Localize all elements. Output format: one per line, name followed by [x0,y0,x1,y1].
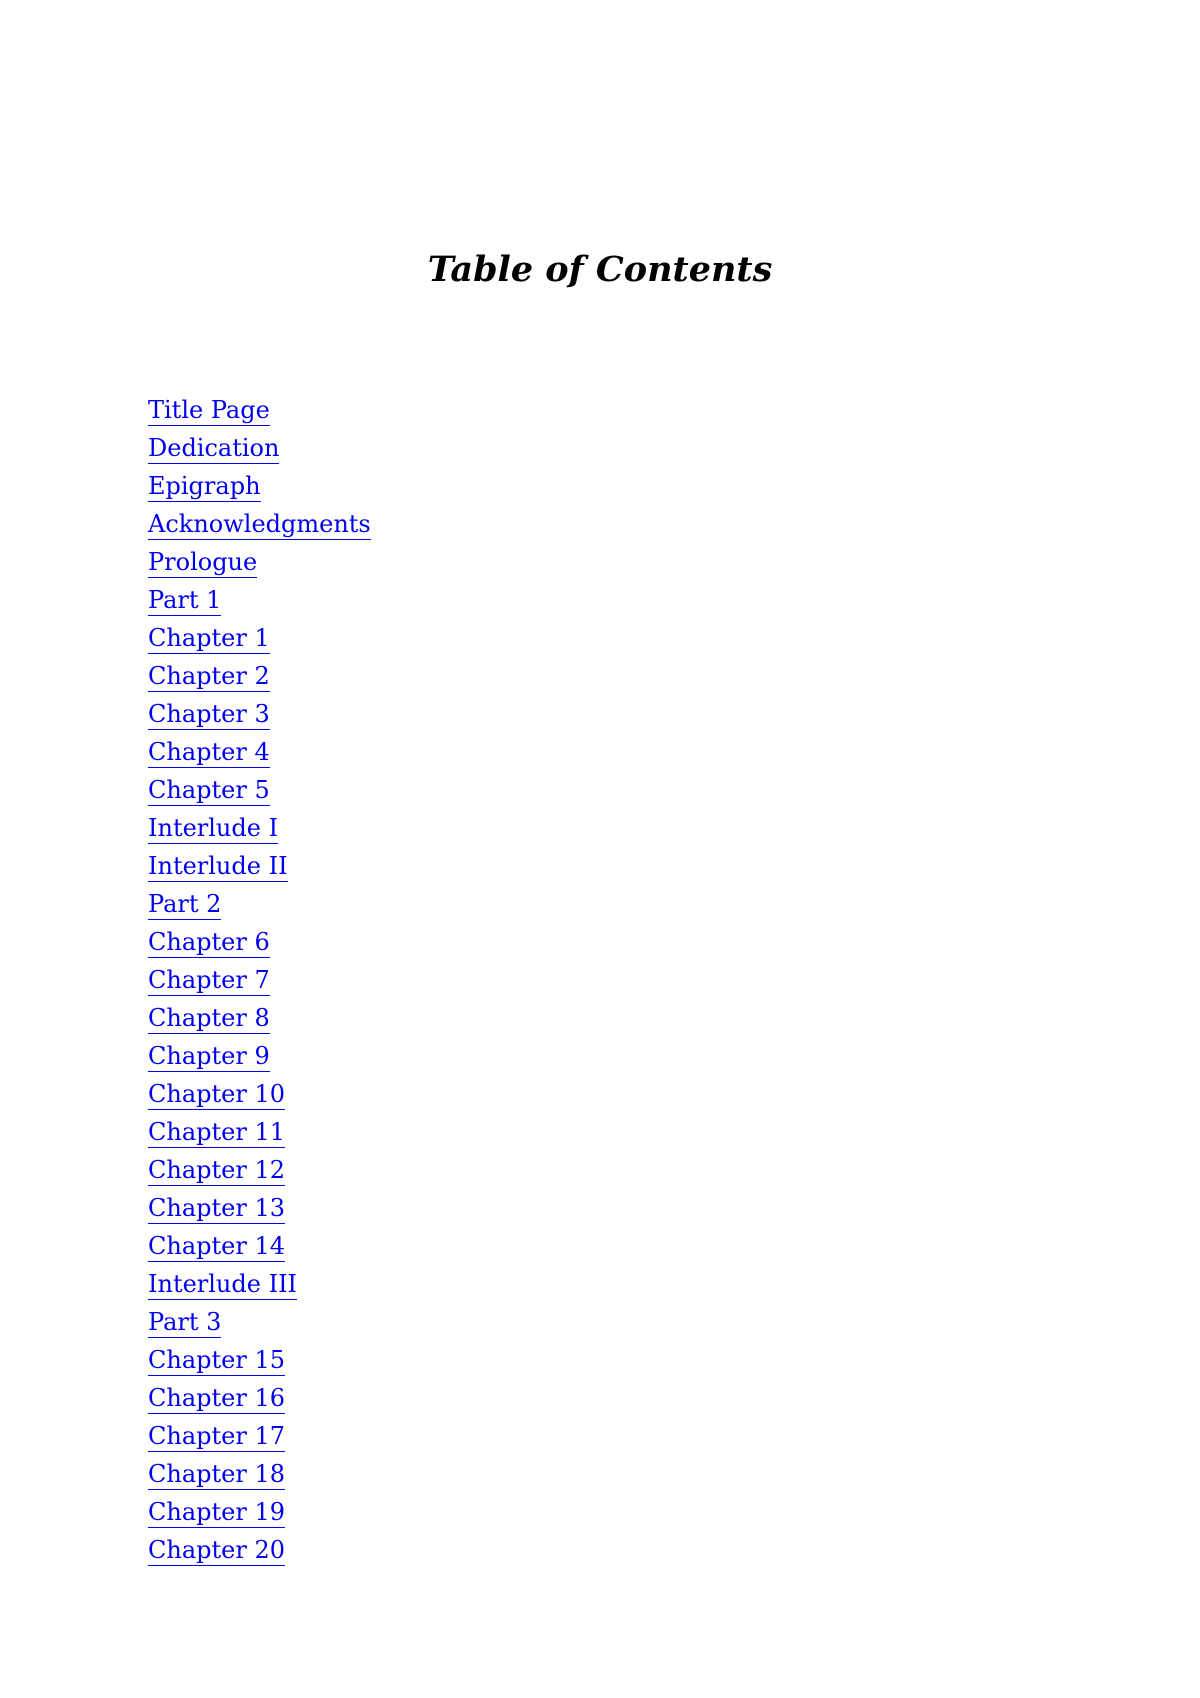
toc-link[interactable]: Chapter 9 [148,1042,270,1070]
toc-item [148,505,371,543]
toc-item [148,391,371,429]
toc-link[interactable]: Chapter 6 [148,928,270,956]
toc-link[interactable]: Chapter 12 [148,1156,285,1184]
toc-item [148,923,371,961]
toc-item [148,1037,371,1075]
toc-link[interactable]: Chapter 18 [148,1460,285,1488]
toc-item [148,695,371,733]
toc-link[interactable]: Chapter 17 [148,1422,285,1450]
toc-link[interactable]: Part 3 [148,1308,222,1336]
page-title: Table of Contents [427,249,773,290]
toc-item [148,1227,371,1265]
toc-link[interactable]: Chapter 16 [148,1384,285,1412]
toc-item [148,999,371,1037]
toc-item [148,771,371,809]
toc-link[interactable]: Chapter 5 [148,776,270,804]
toc-link[interactable]: Chapter 4 [148,738,270,766]
toc-list [148,391,371,1569]
toc-item [148,885,371,923]
toc-link[interactable]: Chapter 1 [148,624,270,652]
toc-link[interactable]: Chapter 8 [148,1004,270,1032]
toc-item [148,1113,371,1151]
toc-link[interactable]: Interlude I [148,814,279,842]
toc-item [148,1075,371,1113]
toc-item [148,1265,371,1303]
toc-link[interactable]: Chapter 2 [148,662,270,690]
toc-item [148,581,371,619]
toc-item [148,1303,371,1341]
toc-link[interactable]: Chapter 19 [148,1498,285,1526]
toc-link[interactable]: Chapter 11 [148,1118,285,1146]
toc-item [148,1531,371,1569]
toc-link[interactable]: Dedication [148,434,280,462]
toc-item [148,1455,371,1493]
toc-link[interactable]: Chapter 3 [148,700,270,728]
toc-item [148,1417,371,1455]
toc-link[interactable]: Chapter 10 [148,1080,285,1108]
toc-item [148,619,371,657]
toc-link[interactable]: Acknowledgments [148,510,371,538]
toc-item [148,1189,371,1227]
toc-link[interactable]: Epigraph [148,472,261,500]
toc-link[interactable]: Prologue [148,548,258,576]
toc-link[interactable]: Part 2 [148,890,222,918]
toc-link[interactable]: Chapter 13 [148,1194,285,1222]
toc-link[interactable]: Interlude II [148,852,288,880]
toc-link[interactable]: Chapter 15 [148,1346,285,1374]
toc-item [148,847,371,885]
toc-item [148,809,371,847]
toc-item [148,1493,371,1531]
toc-link[interactable]: Chapter 14 [148,1232,285,1260]
toc-item [148,1379,371,1417]
toc-link[interactable]: Part 1 [148,586,222,614]
toc-item [148,657,371,695]
toc-link[interactable]: Interlude III [148,1270,298,1298]
toc-link[interactable]: Chapter 20 [148,1536,285,1564]
toc-item [148,961,371,999]
toc-link[interactable]: Chapter 7 [148,966,270,994]
toc-item [148,1341,371,1379]
toc-item [148,543,371,581]
toc-item [148,733,371,771]
toc-item [148,467,371,505]
toc-item [148,429,371,467]
toc-link[interactable]: Title Page [148,396,270,424]
toc-item [148,1151,371,1189]
